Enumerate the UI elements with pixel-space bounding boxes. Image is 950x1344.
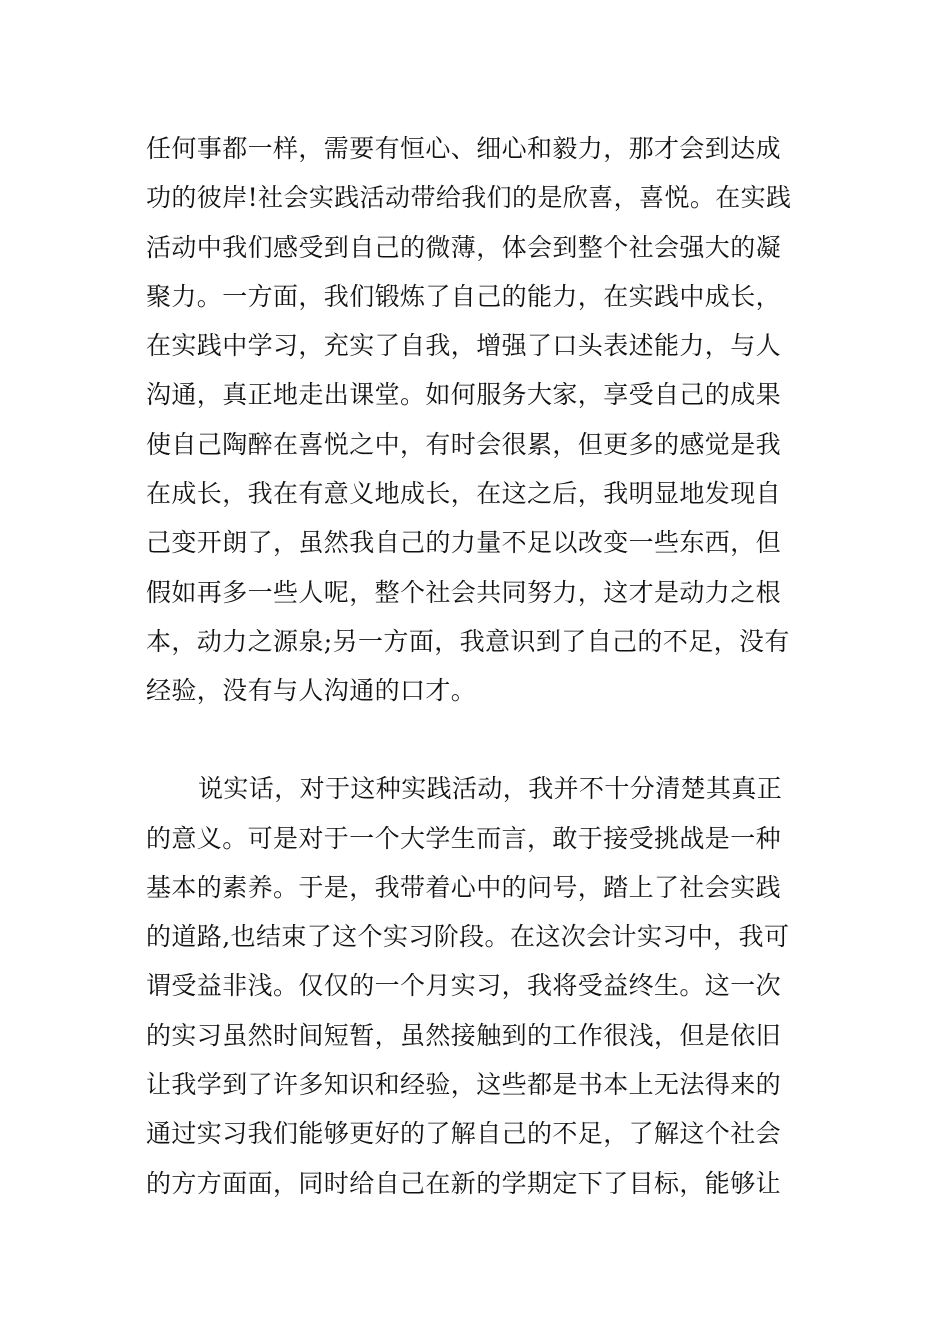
paragraph-1-line-12: 经验，没有与人沟通的口才。: [146, 676, 477, 705]
paragraph-2-line-7: 让我学到了许多知识和经验，这些都是书本上无法得来的: [146, 1070, 782, 1099]
paragraph-1-line-4: 聚力。一方面，我们锻炼了自己的能力，在实践中成长，: [146, 282, 782, 311]
paragraph-1-line-7: 使自己陶醉在喜悦之中，有时会很累，但更多的感觉是我: [146, 430, 782, 459]
paragraph-1-line-2: 功的彼岸!社会实践活动带给我们的是欣喜，喜悦。在实践: [146, 183, 792, 212]
paragraph-2-line-2: 的意义。可是对于一个大学生而言，敢于接受挑战是一种: [146, 824, 782, 853]
paragraph-2-line-8: 通过实习我们能够更好的了解自己的不足，了解这个社会: [146, 1119, 782, 1148]
paragraph-2-line-3: 基本的素养。于是，我带着心中的问号，踏上了社会实践: [146, 873, 782, 902]
paragraph-1-line-1: 任何事都一样，需要有恒心、细心和毅力，那才会到达成: [146, 134, 782, 163]
paragraph-1-line-3: 活动中我们感受到自己的微薄，体会到整个社会强大的凝: [146, 233, 782, 262]
paragraph-2-line-4: 的道路,也结束了这个实习阶段。在这次会计实习中，我可: [146, 922, 790, 951]
paragraph-1-line-11: 本，动力之源泉;另一方面，我意识到了自己的不足，没有: [146, 627, 790, 656]
paragraph-1-line-8: 在成长，我在有意义地成长，在这之后，我明显地发现自: [146, 479, 782, 508]
paragraph-2-line-1: 说实话，对于这种实践活动，我并不十分清楚其真正: [198, 774, 783, 803]
paragraph-1-line-5: 在实践中学习，充实了自我，增强了口头表述能力，与人: [146, 331, 782, 360]
paragraph-2-line-9: 的方方面面，同时给自己在新的学期定下了目标，能够让: [146, 1169, 782, 1198]
paragraph-1-line-10: 假如再多一些人呢，整个社会共同努力，这才是动力之根: [146, 578, 782, 607]
paragraph-1-line-6: 沟通，真正地走出课堂。如何服务大家，享受自己的成果: [146, 380, 782, 409]
paragraph-2-line-6: 的实习虽然时间短暂，虽然接触到的工作很浅，但是依旧: [146, 1021, 782, 1050]
paragraph-2-line-5: 谓受益非浅。仅仅的一个月实习，我将受益终生。这一次: [146, 971, 782, 1000]
paragraph-1-line-9: 己变开朗了，虽然我自己的力量不足以改变一些东西，但: [146, 528, 782, 557]
